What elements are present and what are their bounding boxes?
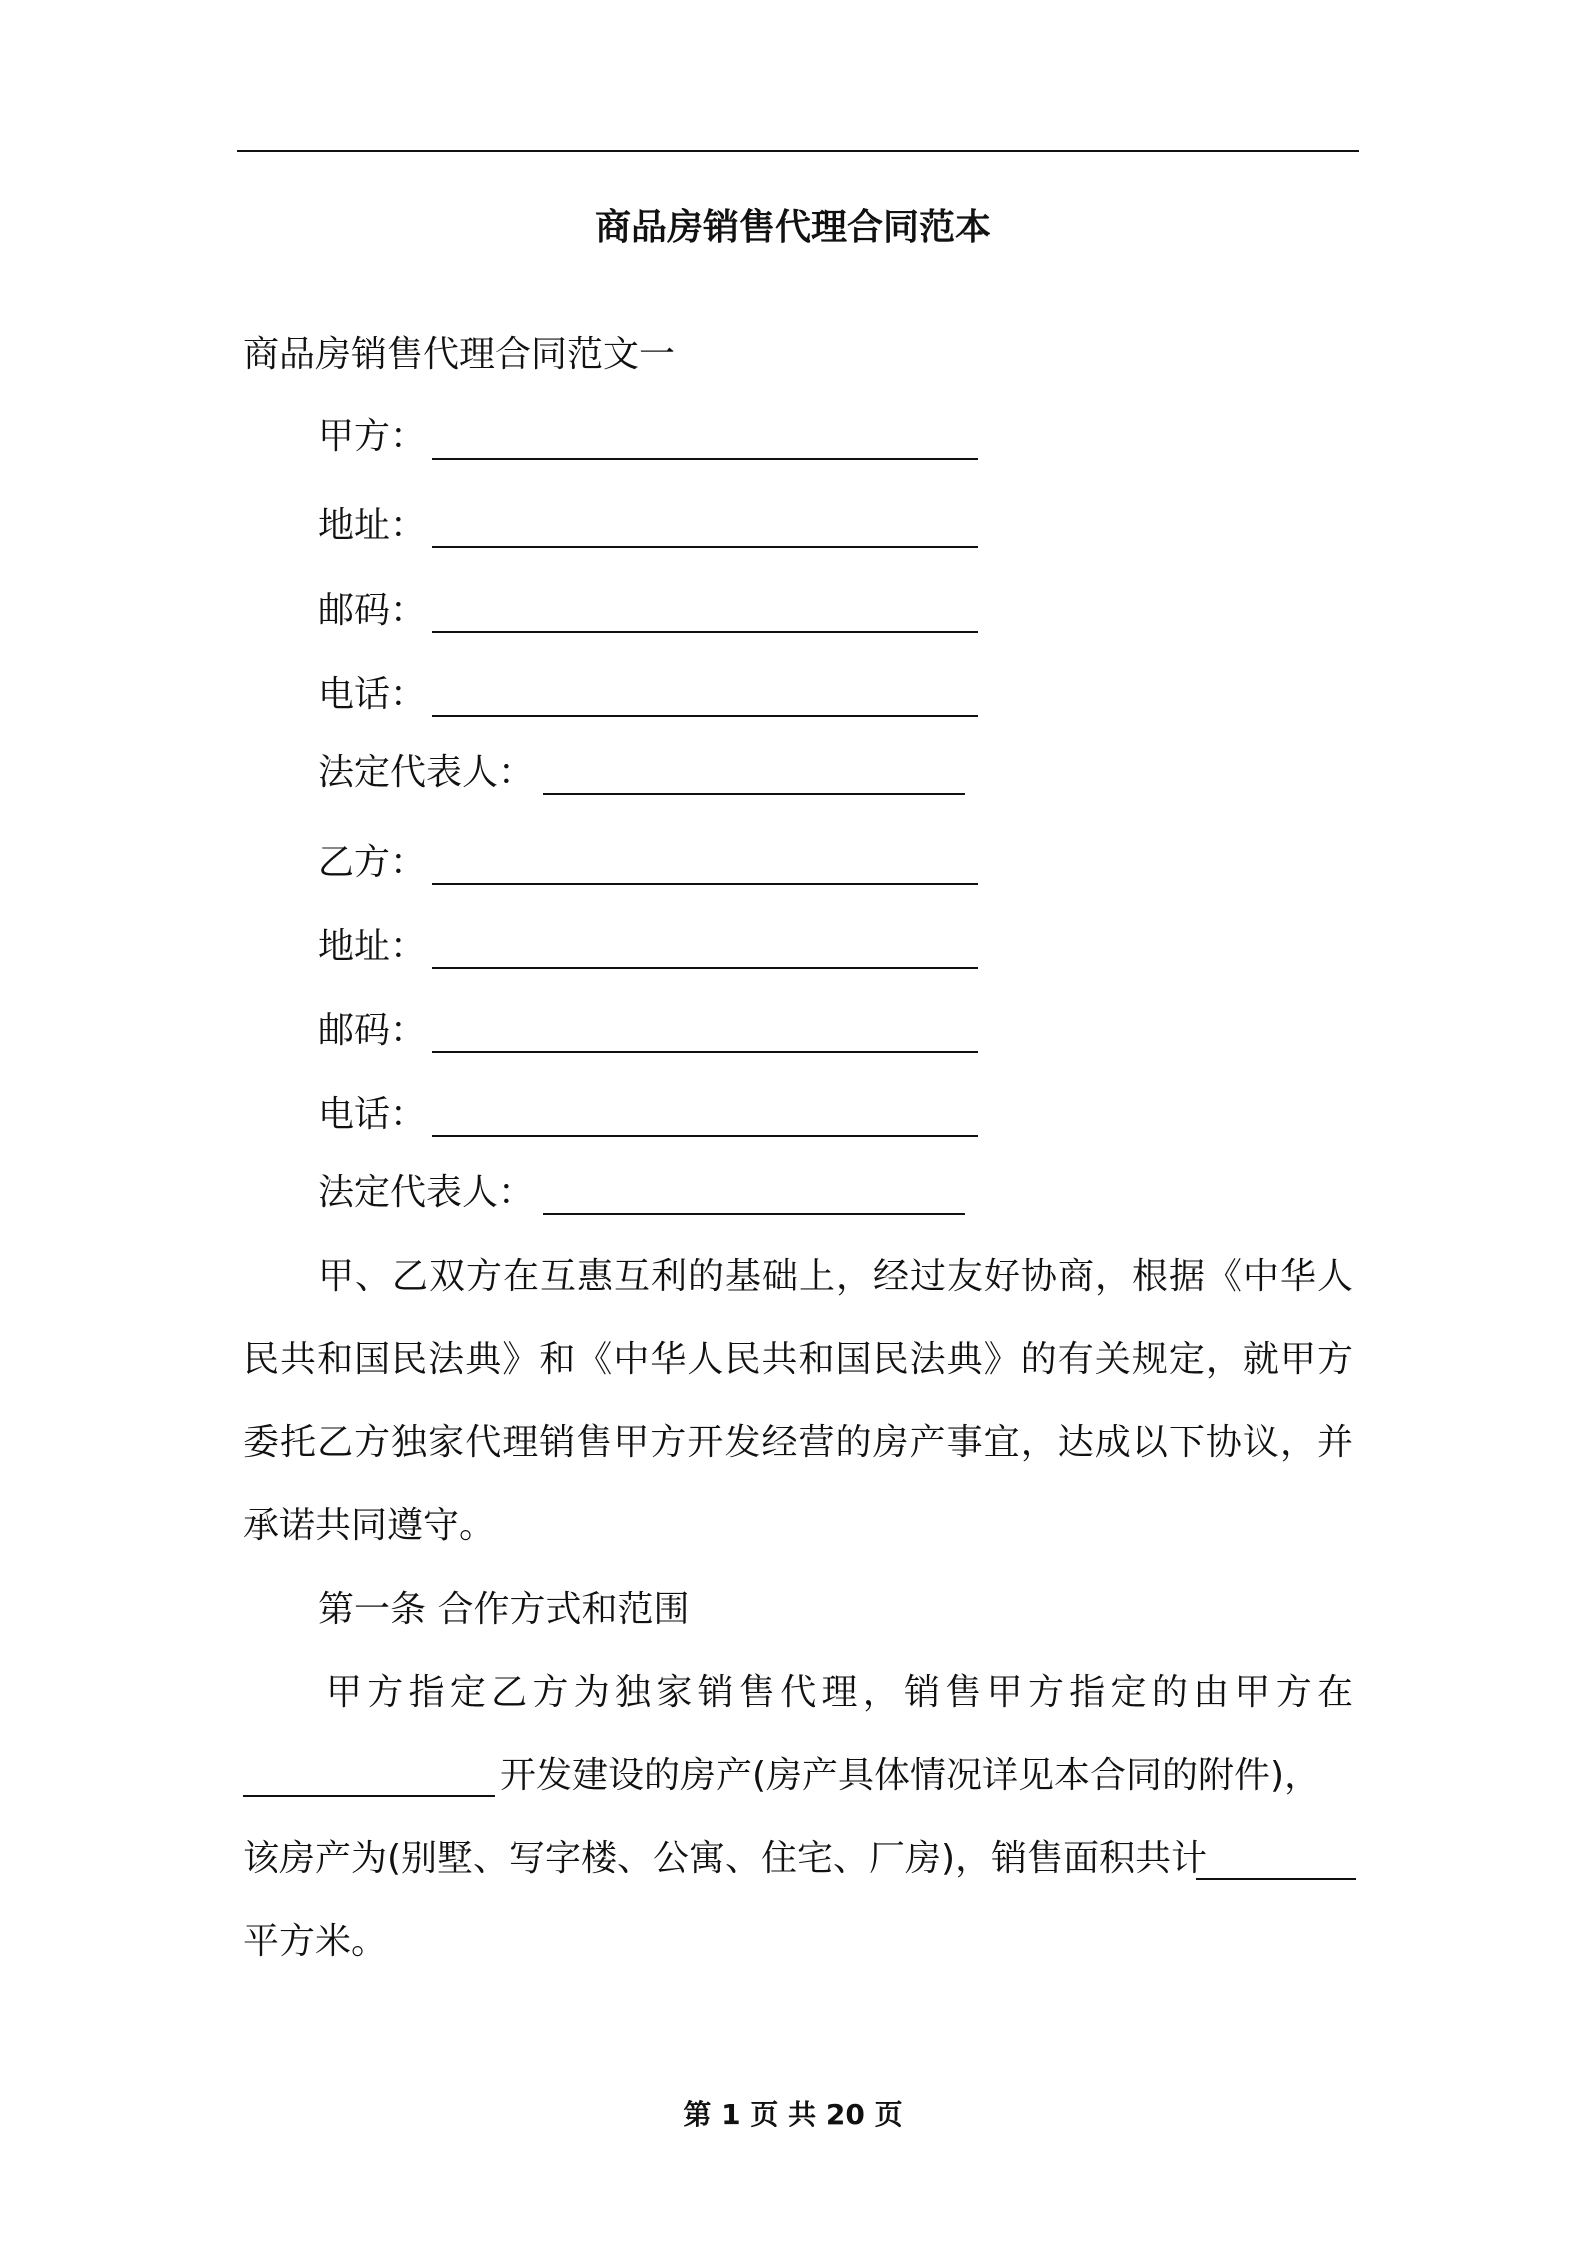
party-a-address-label: 地址： xyxy=(318,505,427,546)
preamble-line-1: 甲、乙双方在互惠互利的基础上，经过友好协商，根据《中华人 xyxy=(318,1256,1353,1297)
party-a-postcode-blank[interactable] xyxy=(432,631,978,633)
party-a-legal-rep-blank[interactable] xyxy=(543,793,965,795)
party-b-label: 乙方： xyxy=(318,842,427,883)
party-b-address-label: 地址： xyxy=(318,926,427,967)
party-a-legal-rep-label: 法定代表人： xyxy=(318,752,535,793)
party-b-address-blank[interactable] xyxy=(432,967,978,969)
party-b-phone-blank[interactable] xyxy=(432,1135,978,1137)
party-a-address-blank[interactable] xyxy=(432,546,978,548)
party-a-label: 甲方： xyxy=(318,416,427,457)
party-b-legal-rep-blank[interactable] xyxy=(543,1213,965,1215)
party-a-phone-blank[interactable] xyxy=(432,715,978,717)
article-1-line-1: 甲方指定乙方为独家销售代理，销售甲方指定的由甲方在 xyxy=(326,1672,1353,1713)
party-a-blank[interactable] xyxy=(432,458,978,460)
article-1-heading: 第一条 合作方式和范围 xyxy=(318,1589,690,1630)
party-b-postcode-label: 邮码： xyxy=(318,1010,427,1051)
article-1-line-2: 开发建设的房产(房产具体情况详见本合同的附件)， xyxy=(500,1755,1321,1796)
preamble-line-3: 委托乙方独家代理销售甲方开发经营的房产事宜，达成以下协议，并 xyxy=(243,1422,1353,1463)
header-rule xyxy=(237,150,1359,152)
party-b-phone-label: 电话： xyxy=(318,1094,427,1135)
party-b-blank[interactable] xyxy=(432,883,978,885)
party-a-postcode-label: 邮码： xyxy=(318,590,427,631)
party-b-postcode-blank[interactable] xyxy=(432,1051,978,1053)
page-footer: 第 1 页 共 20 页 xyxy=(683,2098,903,2131)
preamble-line-4: 承诺共同遵守。 xyxy=(243,1505,496,1546)
article-1-line-3: 该房产为(别墅、写字楼、公寓、住宅、厂房)，销售面积共计 xyxy=(243,1838,1208,1879)
document-title: 商品房销售代理合同范本 xyxy=(594,207,991,248)
article-1-line-4: 平方米。 xyxy=(243,1921,388,1962)
article-1-location-blank[interactable] xyxy=(243,1795,495,1797)
section-heading: 商品房销售代理合同范文一 xyxy=(243,334,676,375)
party-b-legal-rep-label: 法定代表人： xyxy=(318,1172,535,1213)
article-1-area-blank[interactable] xyxy=(1196,1878,1356,1880)
party-a-phone-label: 电话： xyxy=(318,674,427,715)
preamble-line-2: 民共和国民法典》和《中华人民共和国民法典》的有关规定，就甲方 xyxy=(243,1339,1353,1380)
